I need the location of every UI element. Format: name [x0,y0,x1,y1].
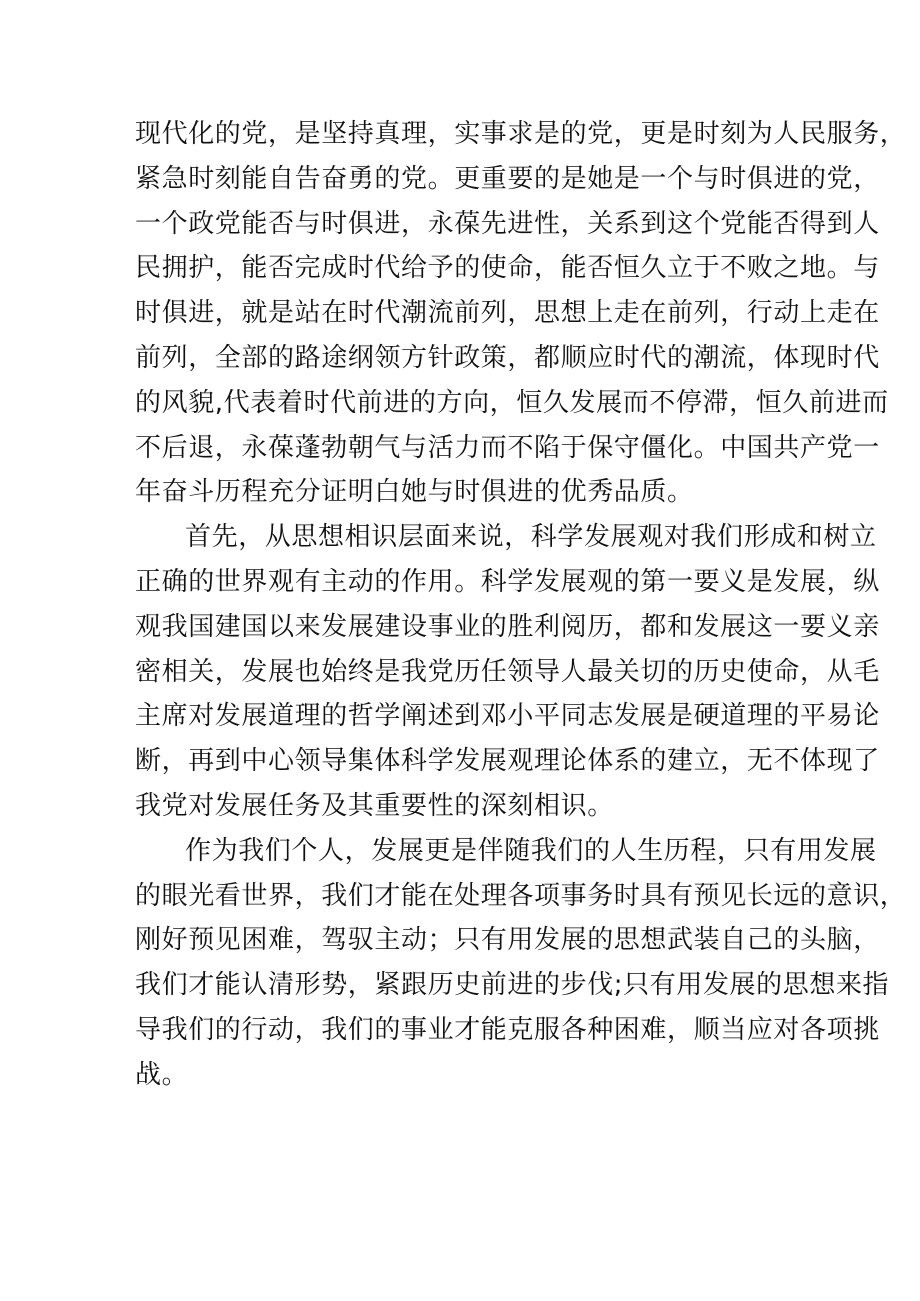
paragraph-2-line-6: 断，再到中心领导集体科学发展观理论体系的建立，无不体现了 [135,746,880,777]
paragraph-3-line-1: 作为我们个人，发展更是伴随我们的人生历程，只有用发展 [185,835,877,866]
paragraph-1-line-5: 时俱进，就是站在时代潮流前列，思想上走在前列，行动上走在 [135,298,880,329]
paragraph-3-line-6: 战。 [135,1059,189,1090]
paragraph-2-line-7: 我党对发展任务及其重要性的深刻相识。 [135,790,614,821]
paragraph-1-line-7: 的风貌,代表着时代前进的方向，恒久发展而不停滞，恒久前进而 [135,387,889,418]
paragraph-2-line-3: 观我国建国以来发展建设事业的胜利阅历，都和发展这一要义亲 [135,611,880,642]
paragraph-3-line-2: 的眼光看世界，我们才能在处理各项事务时具有预见长远的意识， [135,880,907,911]
paragraph-1-line-6: 前列，全部的路途纲领方针政策，都顺应时代的潮流，体现时代 [135,342,880,373]
paragraph-3-line-3: 刚好预见困难，驾驭主动；只有用发展的思想武装自己的头脑， [135,925,880,956]
paragraph-1-line-4: 民拥护，能否完成时代给予的使命，能否恒久立于不败之地。与 [135,253,880,284]
paragraph-1-line-3: 一个政党能否与时俱进，永葆先进性，关系到这个党能否得到人 [135,208,880,239]
document-body [135,112,907,1098]
paragraph-1-line-8: 不后退，永葆蓬勃朝气与活力而不陷于保守僵化。中国共产党一 [135,432,880,463]
paragraph-3-line-4: 我们才能认清形势，紧跟历史前进的步伐;只有用发展的思想来指 [135,970,890,1001]
paragraph-2-line-2: 正确的世界观有主动的作用。科学发展观的第一要义是发展，纵 [135,566,880,597]
paragraph-2-line-4: 密相关，发展也始终是我党历任领导人最关切的历史使命，从毛 [135,656,880,687]
paragraph-1-line-9: 年奋斗历程充分证明白她与时俱进的优秀品质。 [135,477,694,508]
paragraph-2-line-5: 主席对发展道理的哲学阐述到邓小平同志发展是硬道理的平易论 [135,701,880,732]
paragraph-1-line-2: 紧急时刻能自告奋勇的党。更重要的是她是一个与时俱进的党， [135,163,880,194]
paragraph-1-line-1: 现代化的党，是坚持真理，实事求是的党，更是时刻为人民服务， [135,119,907,149]
paragraph-3-line-5: 导我们的行动，我们的事业才能克服各种困难，顺当应对各项挑 [135,1014,880,1045]
paragraph-2-line-1: 首先，从思想相识层面来说，科学发展观对我们形成和树立 [185,522,877,553]
